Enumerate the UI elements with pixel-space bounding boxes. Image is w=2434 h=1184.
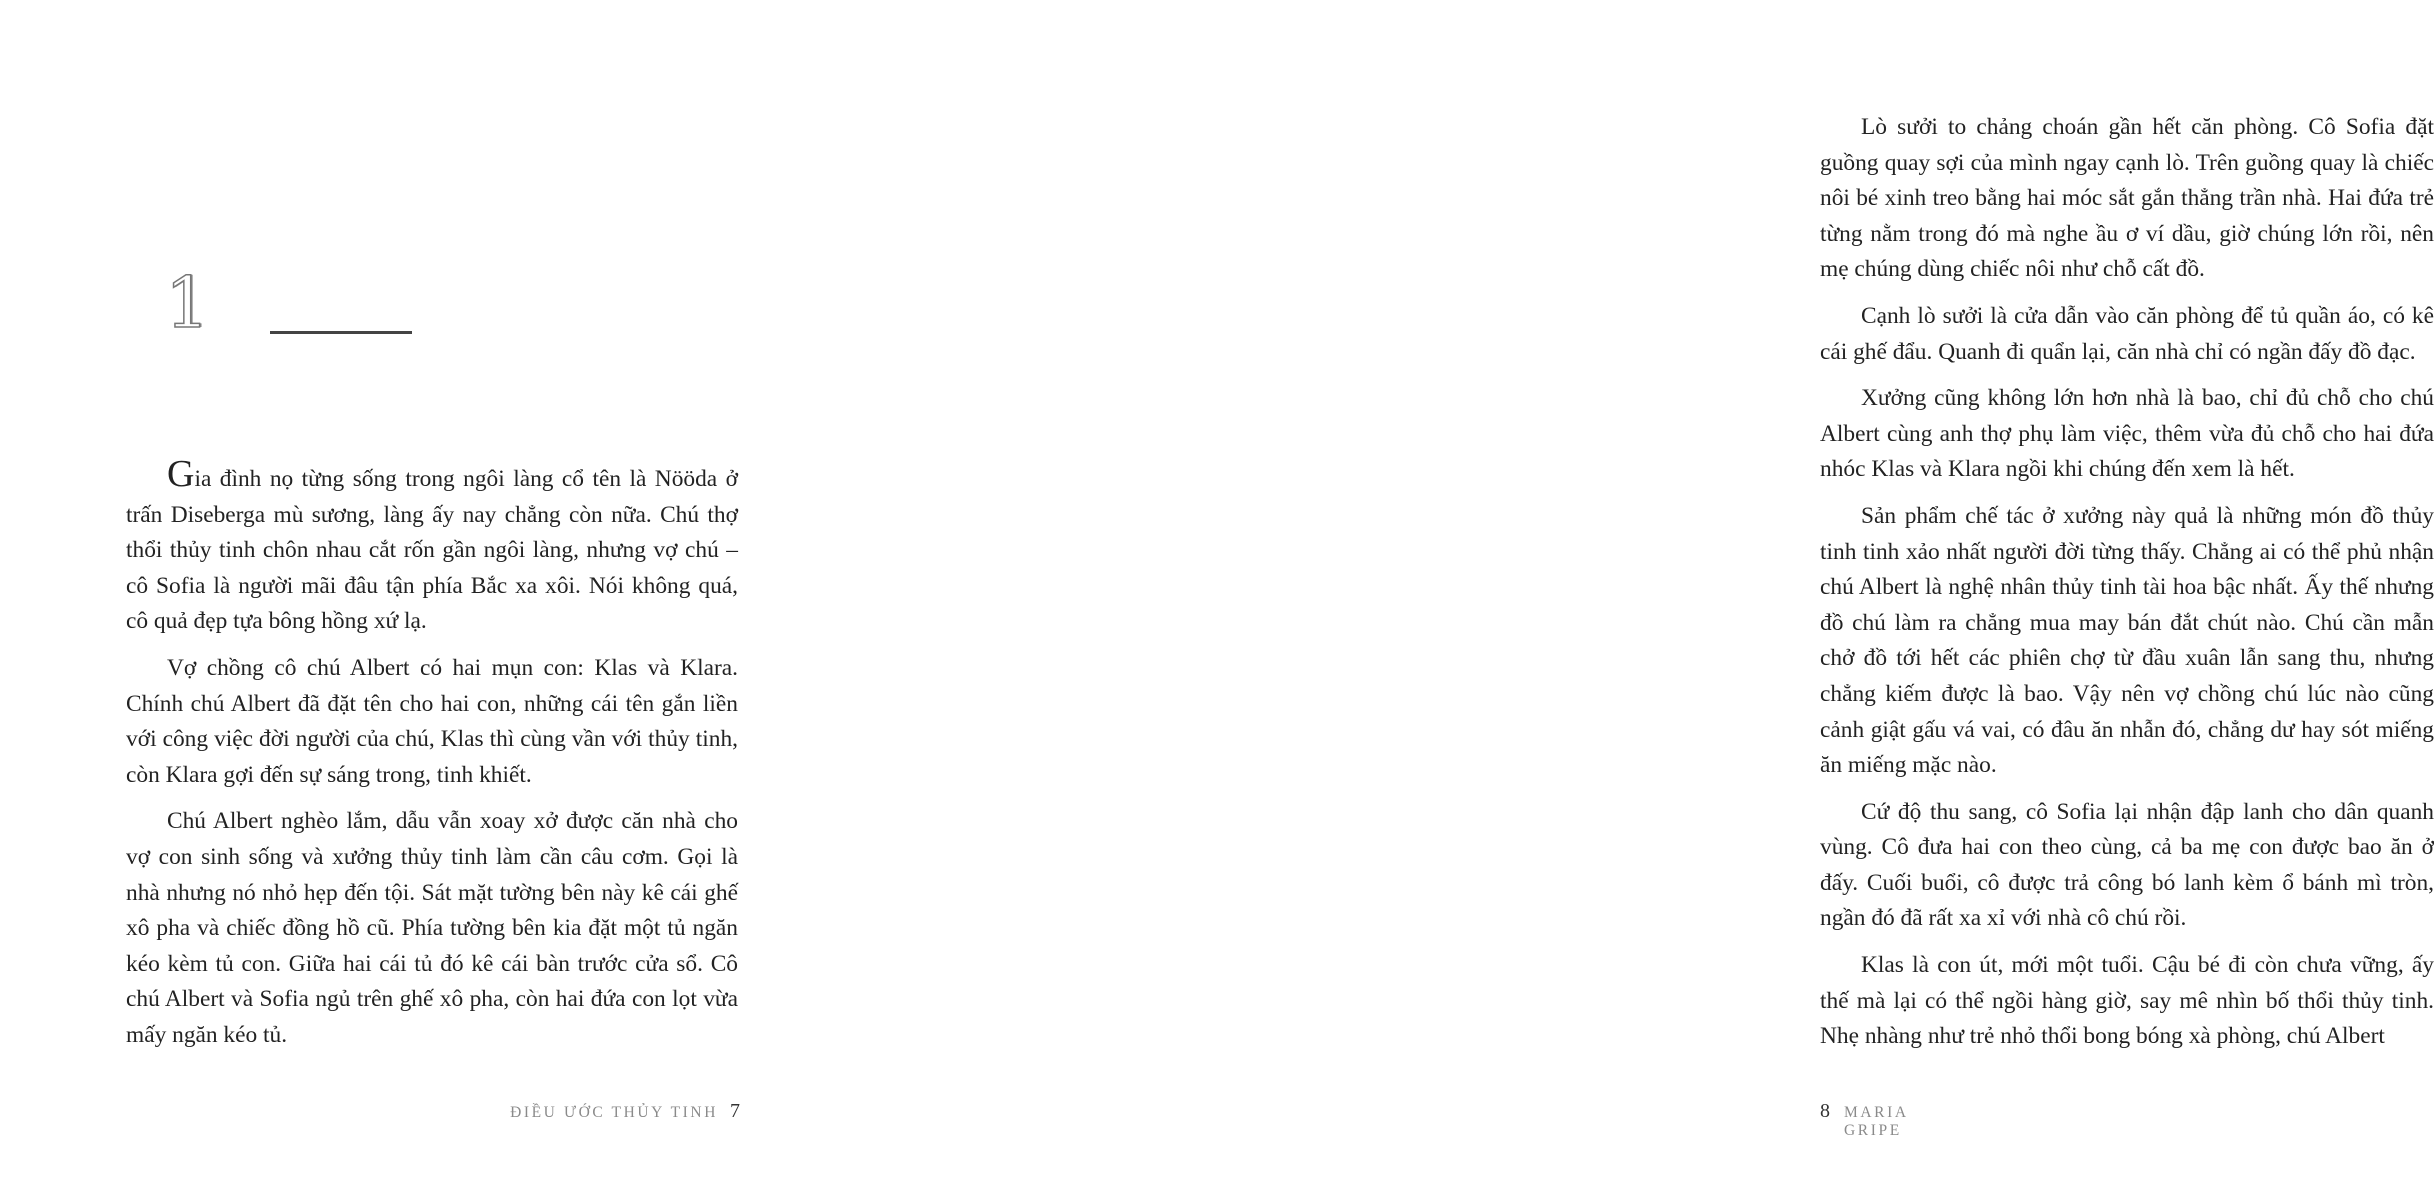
chapter-rule (270, 331, 412, 334)
dropcap: G (167, 453, 195, 495)
paragraph-text: ia đình nọ từng sống trong ngôi làng cổ tên là Nööda ở trấn Diseberga mù sương, làng ấy nay chẳng còn nữa. Chú thợ thổi thủy tinh chôn nhau cắt rốn gần ngôi làng, nhưng vợ chú – cô Sofia là người mãi đâu tận phía Bắc xa xôi. Nói không quá, cô quả đẹp tựa bông hồng xứ lạ. (126, 466, 738, 635)
paragraph: Klas là con út, mới một tuổi. Cậu bé đi còn chưa vững, ấy thế mà lại có thể ngồi hàng giờ, say mê nhìn bố thổi thủy tinh. Nhẹ nhàng như trẻ nhỏ thổi bong bóng xà phòng, chú Albert (1820, 952, 2434, 1050)
page-number: 7 (730, 1100, 740, 1122)
paragraph: Xưởng cũng không lớn hơn nhà là bao, chỉ đủ chỗ cho chú Albert cùng anh thợ phụ làm việc, thêm vừa đủ chỗ cho hai đứa nhóc Klas và Klara ngồi khi chúng đến xem là hết. (1820, 385, 2434, 483)
right-footer (1820, 1100, 1908, 1140)
left-footer (510, 1100, 740, 1123)
right-body-text (1820, 110, 2434, 1066)
page-number: 8 (1820, 1100, 1830, 1122)
paragraph: Cứ độ thu sang, cô Sofia lại nhận đập lanh cho dân quanh vùng. Cô đưa hai con theo cùng, cả ba mẹ con được bao ăn ở đấy. Cuối buổi, cô được trả công bó lanh kèm ổ bánh mì tròn, ngần đó đã rất xa xỉ với nhà cô chú rồi. (1820, 798, 2434, 932)
paragraph: Vợ chồng cô chú Albert có hai mụn con: Klas và Klara. Chính chú Albert đã đặt tên cho hai con, những cái tên gắn liền với công việc đời người của chú, Klas thì cùng vần với thủy tinh, còn Klara gợi đến sự sáng trong, tinh khiết. (126, 654, 738, 788)
paragraph: Chú Albert nghèo lắm, dẫu vẫn xoay xở được căn nhà cho vợ con sinh sống và xưởng thủy tinh làm cần câu cơm. Gọi là nhà nhưng nó nhỏ hẹp đến tội. Sát mặt tường bên này kê cái ghế xô pha và chiếc đồng hồ cũ. Phía tường bên kia đặt một tủ ngăn kéo kèm tủ con. Giữa hai cái tủ đó kê cái bàn trước cửa sổ. Cô chú Albert và Sofia ngủ trên ghế xô pha, còn hai đứa con lọt vừa mấy ngăn kéo tủ. (126, 808, 738, 1048)
left-body-text (126, 455, 738, 1065)
running-title: ĐIỀU ƯỚC THỦY TINH (510, 1104, 718, 1121)
right-page (854, 0, 2434, 1184)
chapter-number: 1 (165, 262, 210, 344)
left-page (0, 0, 854, 1184)
paragraph (126, 455, 738, 640)
paragraph: Sản phẩm chế tác ở xưởng này quả là những món đồ thủy tinh tinh xảo nhất người đời từng thấy. Chẳng ai có thể phủ nhận chú Albert là nghệ nhân thủy tinh tài hoa bậc nhất. Ấy thế nhưng đồ chú làm ra chẳng mua may bán đắt chút nào. Chú cần mẫn chở đồ tới hết các phiên chợ từ đầu xuân lẫn sang thu, nhưng chẳng kiếm được là bao. Vậy nên vợ chồng chú lúc nào cũng cảnh giật gấu vá vai, có đâu ăn nhẫn đó, chẳng dư hay sót miếng ăn miếng mặc nào. (1820, 502, 2434, 779)
running-title: MARIA GRIPE (1844, 1104, 1908, 1139)
paragraph: Lò sưởi to chảng choán gần hết căn phòng. Cô Sofia đặt guồng quay sợi của mình ngay cạnh lò. Trên guồng quay là chiếc nôi bé xinh treo bằng hai móc sắt gắn thẳng trần nhà. Hai đứa trẻ từng nằm trong đó mà nghe ầu ơ ví dầu, giờ chúng lớn rồi, nên mẹ chúng dùng chiếc nôi như chỗ cất đồ. (1820, 114, 2434, 283)
paragraph: Cạnh lò sưởi là cửa dẫn vào căn phòng để tủ quần áo, có kê cái ghế đẩu. Quanh đi quẩn lại, căn nhà chỉ có ngần đấy đồ đạc. (1820, 302, 2434, 365)
chapter-heading (165, 262, 412, 344)
